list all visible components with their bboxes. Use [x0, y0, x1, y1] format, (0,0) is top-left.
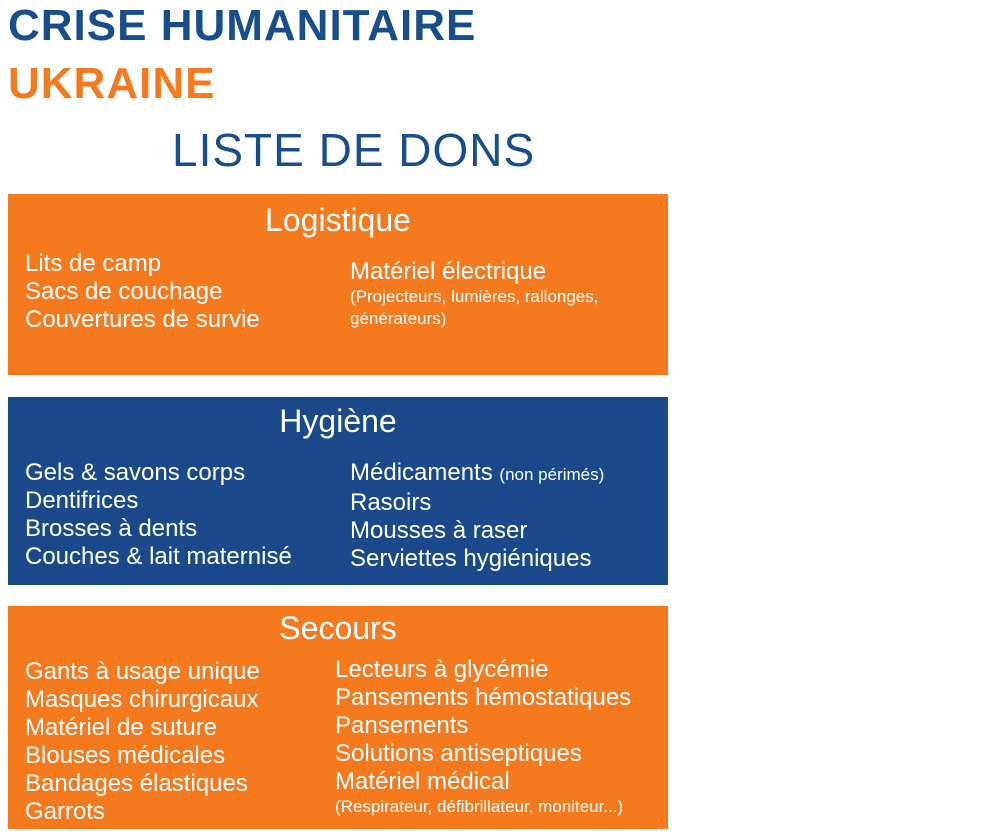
- list-item-note: (Respirateur, défibrillateur, moniteur...): [335, 797, 624, 816]
- title-liste-de-dons: LISTE DE DONS: [172, 124, 536, 176]
- list-item: Dentifrices: [25, 487, 139, 514]
- panel-secours-title: Secours: [279, 610, 397, 646]
- list-item: [350, 459, 604, 489]
- list-item: Mousses à raser: [350, 517, 528, 544]
- logistique-right-list: [350, 258, 598, 330]
- secours-left-list: [25, 658, 260, 826]
- panel-logistique: [8, 194, 668, 375]
- list-item: Masques chirurgicaux: [25, 686, 259, 713]
- list-item-note: (Projecteurs, lumières, rallonges,: [350, 287, 599, 306]
- list-item: Pansements hémostatiques: [335, 684, 632, 711]
- list-item: Couches & lait maternisé: [25, 543, 292, 570]
- title-ukraine: UKRAINE: [8, 59, 216, 108]
- title-crise-humanitaire: CRISE HUMANITAIRE: [8, 1, 477, 50]
- list-item: Brosses à dents: [25, 515, 198, 542]
- list-item: Pansements: [335, 712, 469, 739]
- hygiene-left-list: [25, 459, 292, 571]
- list-item: Lits de camp: [25, 250, 162, 277]
- list-item: Garrots: [25, 798, 106, 825]
- list-item: Lecteurs à glycémie: [335, 656, 549, 683]
- panel-logistique-title: Logistique: [265, 202, 411, 238]
- logistique-left-list: [25, 250, 260, 334]
- list-item-text: Médicaments: [350, 459, 493, 486]
- secours-right-list: [335, 656, 631, 818]
- list-item-note: (non périmés): [499, 465, 605, 484]
- list-item-note: générateurs): [350, 309, 447, 328]
- list-item: Blouses médicales: [25, 742, 226, 769]
- list-item: Gants à usage unique: [25, 658, 260, 685]
- panel-hygiene-title: Hygiène: [279, 403, 397, 439]
- list-item: Solutions antiseptiques: [335, 740, 582, 767]
- list-item: Matériel de suture: [25, 714, 218, 741]
- list-item: Bandages élastiques: [25, 770, 248, 797]
- list-item: Gels & savons corps: [25, 459, 246, 486]
- list-item: Sacs de couchage: [25, 278, 223, 305]
- list-item: Couvertures de survie: [25, 306, 260, 333]
- list-item: Matériel médical: [335, 768, 510, 795]
- hygiene-right-list: [350, 459, 604, 573]
- panel-hygiene: [8, 397, 668, 585]
- list-item: Matériel électrique: [350, 258, 547, 285]
- panel-secours: [8, 606, 668, 829]
- list-item: Rasoirs: [350, 489, 432, 516]
- list-item: Serviettes hygiéniques: [350, 545, 592, 572]
